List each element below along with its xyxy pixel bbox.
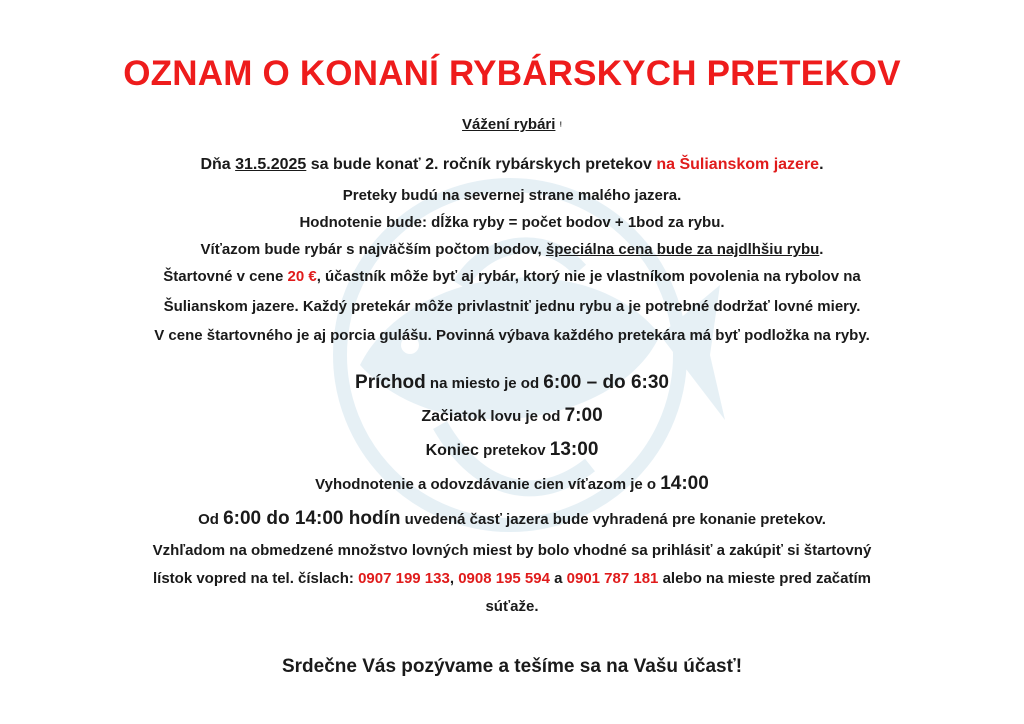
rules-line: Šulianskom jazere. Každý pretekár môže privlastniť jednu rybu a je potrebné dodržať lovné miery. xyxy=(163,298,861,315)
end-text: pretekov xyxy=(478,442,550,459)
start-text: lovu je od xyxy=(486,408,565,425)
register-line-1: Vzhľadom na obmedzené množstvo lovných miest by bolo vhodné sa prihlásiť a zakúpiť si štartovný xyxy=(152,542,872,559)
location-line: Preteky budú na severnej strane malého jazera. xyxy=(342,187,682,204)
entry-price: 20 € xyxy=(287,268,317,285)
reserved-text-c: uvedená časť jazera bude vyhradená pre konanie pretekov. xyxy=(400,511,826,528)
fee-text-a: Štartovné v cene xyxy=(163,268,288,285)
event-place: na Šulianskom jazere xyxy=(656,156,820,173)
page-title: OZNAM O KONANÍ RYBÁRSKYCH PRETEKOV xyxy=(123,54,901,93)
start-value: 7:00 xyxy=(564,405,603,426)
register-sep-1: , xyxy=(449,570,459,587)
closing-line: Srdečne Vás pozývame a tešíme sa na Vašu účasť! xyxy=(281,656,743,677)
awards-value: 14:00 xyxy=(660,473,709,494)
reserved-text-a: Od xyxy=(198,511,224,528)
phone-number-3: 0901 787 181 xyxy=(566,570,659,587)
arrival-value: 6:00 – do 6:30 xyxy=(543,372,669,393)
fee-text-b: , účastník môže byť aj rybár, ktorý nie je vlastníkom povolenia na rybolov na xyxy=(316,268,861,285)
awards-time xyxy=(0,473,1024,495)
intro-text-b: sa bude konať 2. ročník rybárskych pretekov xyxy=(306,156,657,173)
special-prize-text: špeciálna cena bude za najdlhšiu rybu xyxy=(545,241,820,258)
end-time xyxy=(0,439,1024,461)
start-time xyxy=(0,405,1024,427)
register-sep-2: a xyxy=(549,570,567,587)
reserved-hours: 6:00 do 14:00 hodín xyxy=(223,508,401,529)
register-text-a: lístok vopred na tel. číslach: xyxy=(153,570,359,587)
phone-number-2: 0908 195 594 xyxy=(458,570,550,587)
end-value: 13:00 xyxy=(549,439,599,460)
arrival-text: na miesto je od xyxy=(425,375,544,392)
arrival-label: Príchod xyxy=(355,372,426,393)
reserved-line xyxy=(0,508,1024,530)
greeting xyxy=(0,116,1024,133)
awards-text: Vyhodnotenie a odovzdávanie cien víťazom je o xyxy=(315,476,661,493)
intro-text-c: . xyxy=(819,156,824,173)
winner-text-b: . xyxy=(819,241,824,258)
intro-line xyxy=(0,156,1024,174)
greeting-text: Vážení rybári xyxy=(462,116,556,133)
fee-line xyxy=(0,268,1024,285)
start-label: Začiatok xyxy=(421,408,487,425)
register-line-3: súťaže. xyxy=(485,598,539,615)
winner-text-a: Víťazom bude rybár s najväčším počtom bodov, xyxy=(200,241,546,258)
greeting-mark: ! xyxy=(559,121,562,129)
arrival-time xyxy=(0,372,1024,394)
scoring-line: Hodnotenie bude: dĺžka ryby = počet bodov + 1bod za rybu. xyxy=(299,214,725,231)
register-text-b: alebo na mieste pred začatím xyxy=(658,570,871,587)
phone-number-1: 0907 199 133 xyxy=(358,570,450,587)
winner-line xyxy=(0,241,1024,258)
equipment-line: V cene štartovného je aj porcia gulášu. Povinná výbava každého pretekára má byť podložka na ryby. xyxy=(154,327,870,344)
intro-text-a: Dňa xyxy=(200,156,236,173)
register-line-2 xyxy=(0,570,1024,587)
end-label: Koniec xyxy=(425,442,479,459)
event-date: 31.5.2025 xyxy=(235,156,307,173)
